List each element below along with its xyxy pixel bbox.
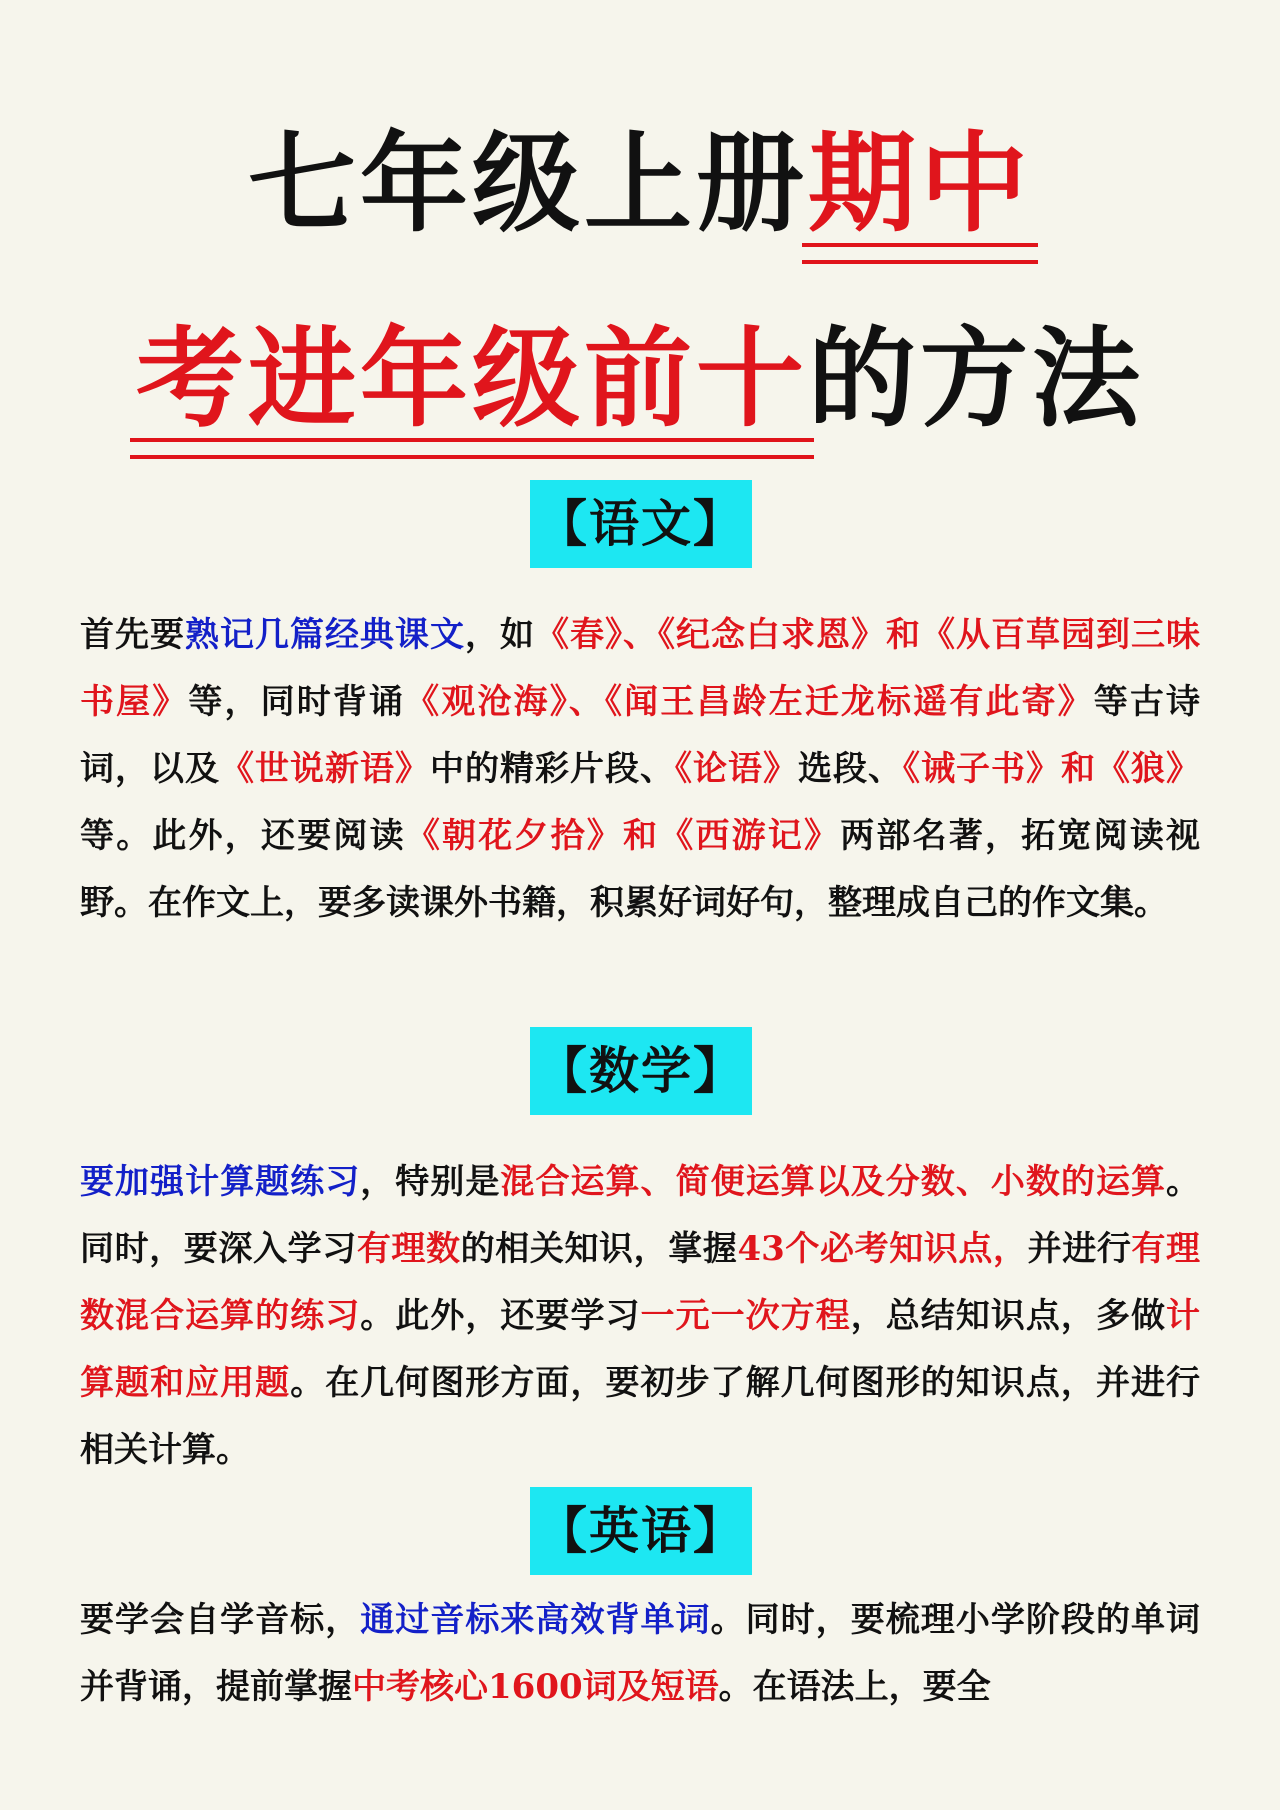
text-segment: ，如	[465, 615, 535, 655]
text-segment-red: 有理数	[356, 1229, 461, 1269]
text-segment: ，特别是	[360, 1162, 501, 1202]
text-segment-red: 《诫子书》和《狼》	[903, 749, 1200, 789]
text-segment: 。在几何图形方面，要初步了解几何图形的知识点，并进行相关计算。	[80, 1363, 1201, 1470]
text-segment-red: 《春》、《纪念白求恩》和《从百草园到三味书屋》	[80, 615, 1200, 722]
title-segment-highlight: 考进年级前十	[136, 315, 808, 445]
text-segment: 两部名著，拓宽阅读视野。在作文上，要多读课外书籍，积累好词好句，整理成自己的作文集。	[80, 816, 1201, 923]
title-segment-highlight: 期中	[808, 120, 1032, 250]
text-segment-red: 一元一次方程	[640, 1296, 851, 1336]
title-line-2	[0, 315, 1280, 445]
title-segment: 七年级上册	[247, 122, 808, 247]
section-header-english: 【英语】	[530, 1487, 752, 1575]
text-segment: 选段、	[798, 749, 903, 789]
text-segment-red: 《世说新语》	[220, 749, 430, 789]
section-body-math	[80, 1149, 1200, 1484]
title-line-1	[0, 120, 1280, 250]
title-segment: 的方法	[808, 317, 1145, 442]
text-segment-red: 43个必考知识点，	[737, 1229, 1028, 1269]
text-segment-blue: 熟记几篇经典课文	[185, 615, 465, 655]
text-segment-red: 中考核心1600词及短语	[352, 1667, 719, 1707]
text-segment: 等古诗词，以及	[80, 682, 1201, 789]
text-segment-blue: 要加强计算题练习	[80, 1162, 361, 1202]
text-segment: 等，同时背诵	[188, 682, 406, 722]
text-segment-blue: 通过音标来高效背单词	[360, 1600, 711, 1640]
text-segment: 中的精彩片段、	[430, 749, 675, 789]
text-segment: 要学会自学音标，	[80, 1600, 361, 1640]
section-header-chinese: 【语文】	[530, 480, 752, 568]
text-segment: 。同时，要梳理小学阶段的单词并背诵，提前掌握	[80, 1600, 1201, 1707]
text-segment: 。在语法上，要全	[718, 1667, 991, 1707]
text-segment: 。同时，要深入学习	[80, 1162, 1201, 1269]
text-segment: ，总结知识点，多做	[850, 1296, 1167, 1336]
text-segment: 并进行	[1027, 1229, 1132, 1269]
text-segment-red: 计算题和应用题	[80, 1296, 1201, 1403]
text-segment: 的相关知识，掌握	[460, 1229, 738, 1269]
text-segment: 首先要	[80, 615, 185, 655]
text-segment-red: 混合运算、简便运算以及分数、小数的运算	[500, 1162, 1167, 1202]
section-body-english	[80, 1587, 1200, 1721]
text-segment-red: 《论语》	[675, 749, 798, 789]
text-segment: 。此外，还要学习	[360, 1296, 641, 1336]
text-segment: 等。此外，还要阅读	[80, 816, 406, 856]
section-header-math: 【数学】	[530, 1027, 752, 1115]
text-segment-red: 《观沧海》、《闻王昌龄左迁龙标遥有此寄》	[405, 682, 1094, 722]
text-segment-red: 《朝花夕拾》和《西游记》	[405, 816, 841, 856]
section-body-chinese	[80, 602, 1200, 937]
text-segment-red: 有理数混合运算的练习	[80, 1229, 1201, 1336]
